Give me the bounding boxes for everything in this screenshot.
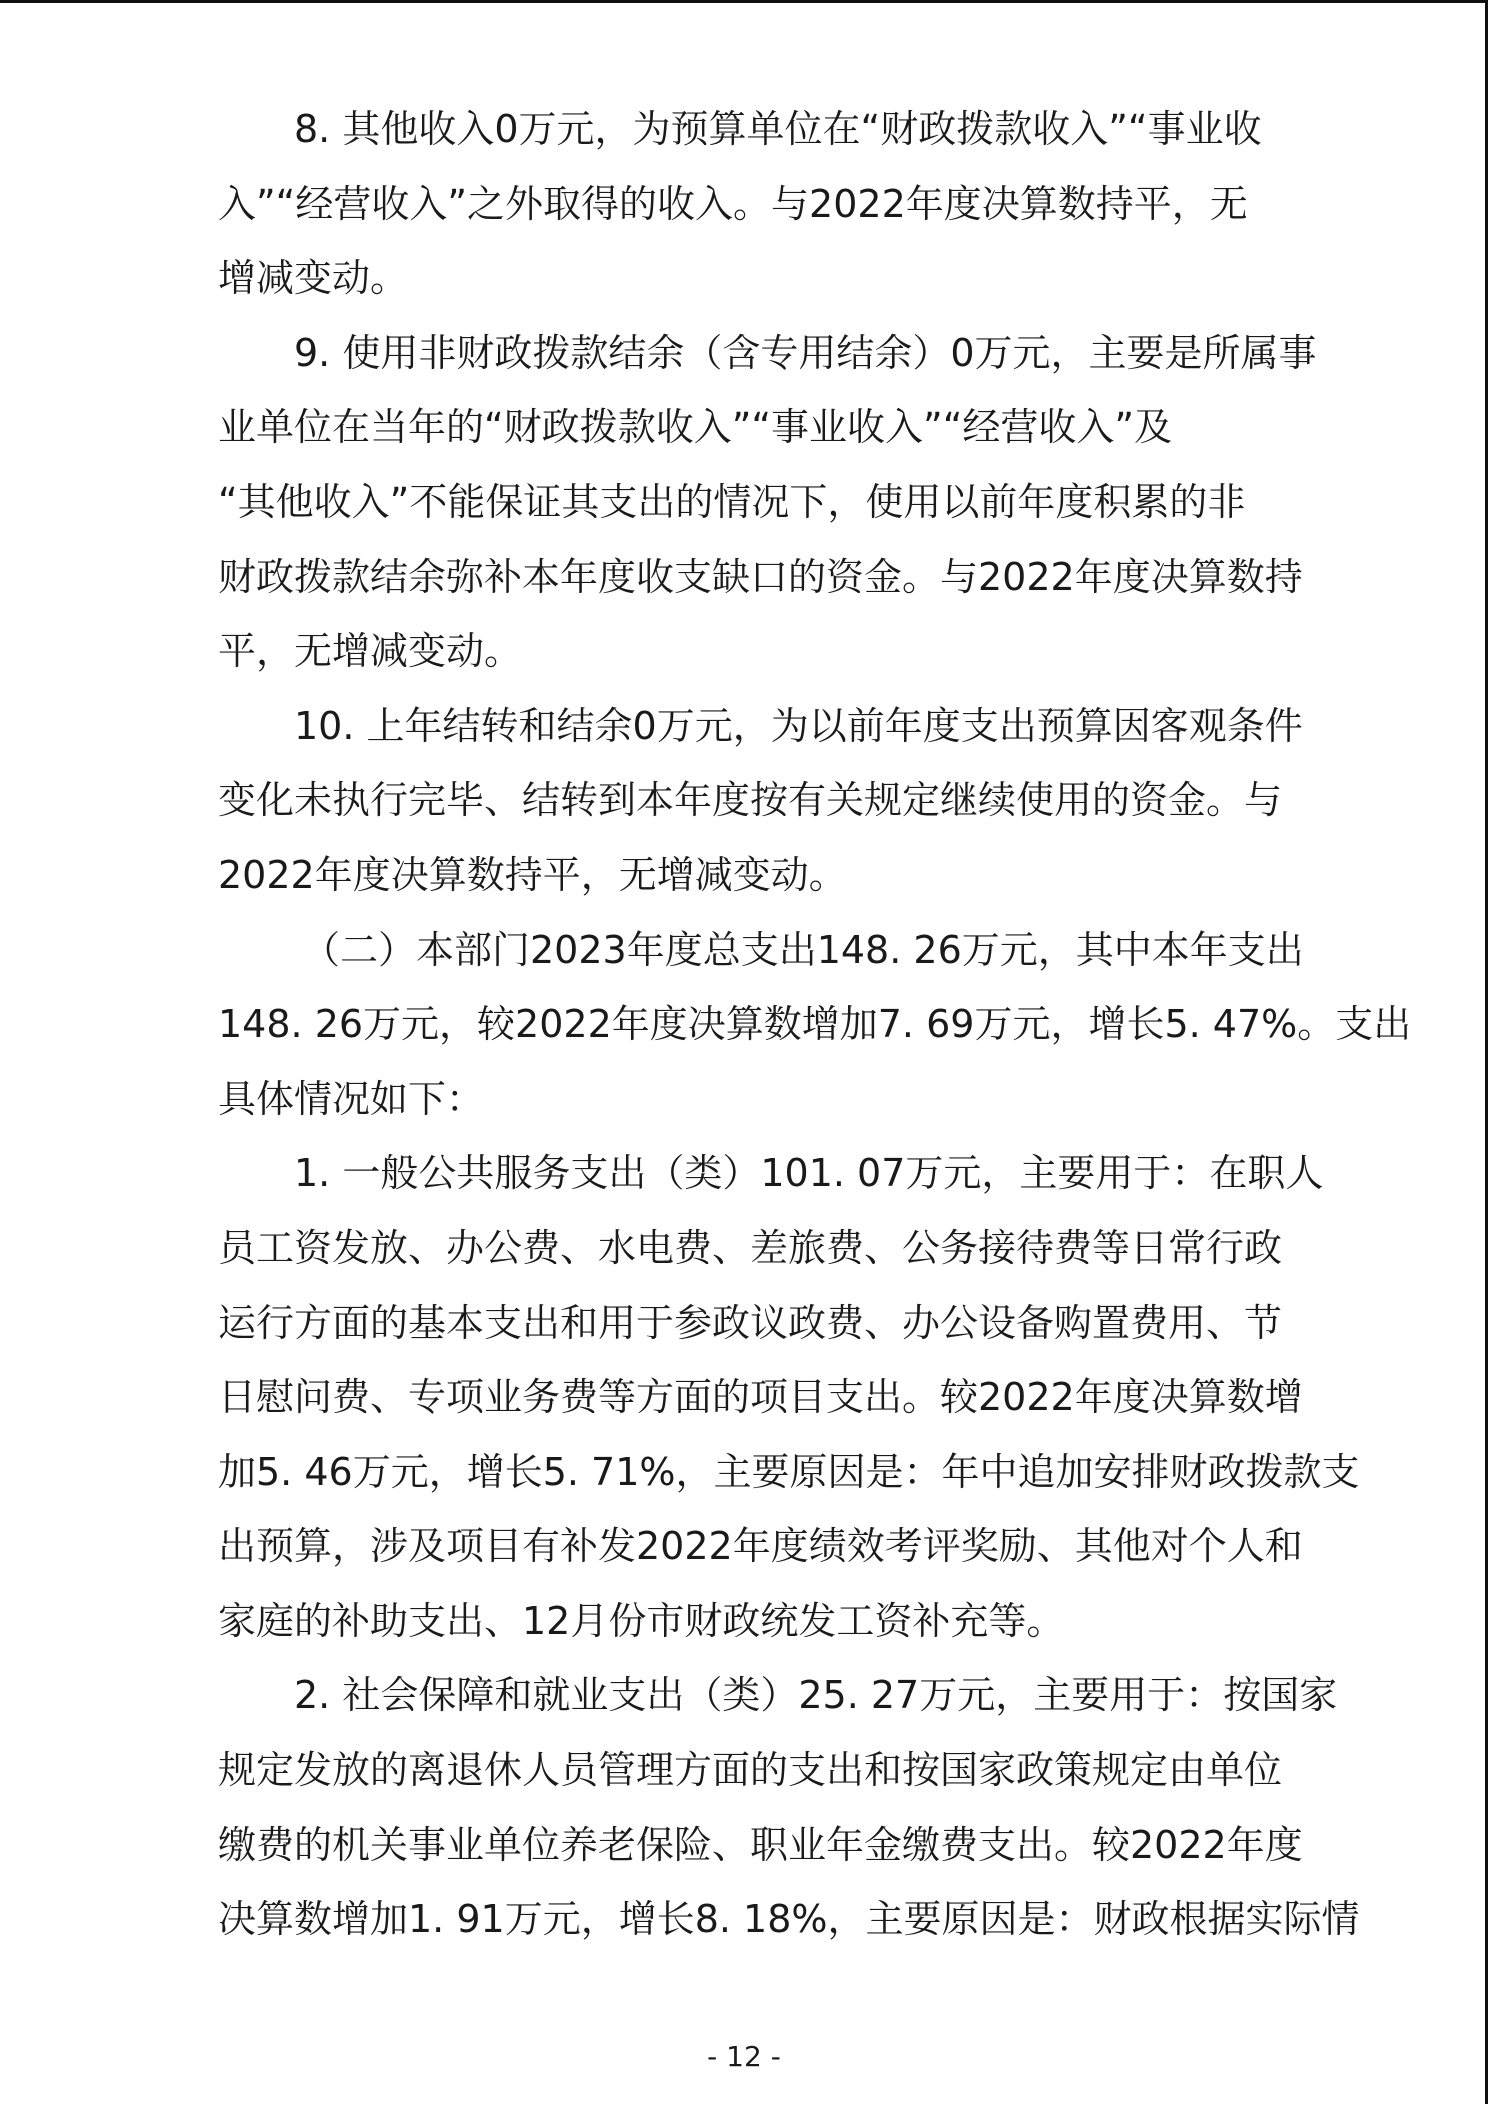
text-line: 增减变动。 bbox=[218, 256, 409, 301]
text-line: 加5. 46万元，增长5. 71%，主要原因是：年中追加安排财政拨款支 bbox=[218, 1449, 1360, 1494]
text-line: 员工资发放、办公费、水电费、差旅费、公务接待费等日常行政 bbox=[218, 1225, 1283, 1270]
text-line: 8. 其他收入0万元，为预算单位在“财政拨款收入”“事业收 bbox=[294, 107, 1262, 151]
text-line: 10. 上年结转和结余0万元，为以前年度支出预算因客观条件 bbox=[294, 703, 1303, 748]
text-line: 运行方面的基本支出和用于参政议政费、办公设备购置费用、节 bbox=[218, 1300, 1283, 1345]
text-line: 1. 一般公共服务支出（类）101. 07万元，主要用于：在职人 bbox=[294, 1151, 1324, 1196]
body-text bbox=[218, 92, 1412, 1957]
text-line: 家庭的补助支出、12月份市财政统发工资补充等。 bbox=[218, 1598, 1065, 1643]
text-line: 日慰问费、专项业务费等方面的项目支出。较2022年度决算数增 bbox=[218, 1375, 1303, 1420]
text-line: 决算数增加1. 91万元，增长8. 18%，主要原因是：财政根据实际情 bbox=[218, 1897, 1360, 1942]
text-line: 缴费的机关事业单位养老保险、职业年金缴费支出。较2022年度 bbox=[218, 1822, 1303, 1867]
text-line: 规定发放的离退休人员管理方面的支出和按国家政策规定由单位 bbox=[218, 1748, 1283, 1793]
text-line: 出预算，涉及项目有补发2022年度绩效考评奖励、其他对个人和 bbox=[218, 1524, 1303, 1569]
text-line: 财政拨款结余弥补本年度收支缺口的资金。与2022年度决算数持 bbox=[218, 554, 1303, 599]
text-line: 具体情况如下： bbox=[218, 1076, 485, 1121]
text-line: 业单位在当年的“财政拨款收入”“事业收入”“经营收入”及 bbox=[218, 405, 1173, 450]
text-line: 2. 社会保障和就业支出（类）25. 27万元，主要用于：按国家 bbox=[294, 1673, 1338, 1718]
page-number: - 12 - bbox=[707, 2040, 781, 2073]
text-line: 入”“经营收入”之外取得的收入。与2022年度决算数持平，无 bbox=[218, 181, 1248, 226]
text-line: 2022年度决算数持平，无增减变动。 bbox=[218, 852, 847, 897]
text-line: 变化未执行完毕、结转到本年度按有关规定继续使用的资金。与 bbox=[218, 778, 1283, 823]
text-line: （二）本部门2023年度总支出148. 26万元，其中本年支出 bbox=[302, 927, 1304, 972]
text-line: 148. 26万元，较2022年度决算数增加7. 69万元，增长5. 47%。支出 bbox=[218, 1002, 1412, 1047]
text-line: “其他收入”不能保证其支出的情况下，使用以前年度积累的非 bbox=[218, 479, 1246, 524]
text-line: 平，无增减变动。 bbox=[218, 629, 523, 674]
text-line: 9. 使用非财政拨款结余（含专用结余）0万元，主要是所属事 bbox=[294, 330, 1317, 375]
page-top-border bbox=[0, 0, 1488, 3]
